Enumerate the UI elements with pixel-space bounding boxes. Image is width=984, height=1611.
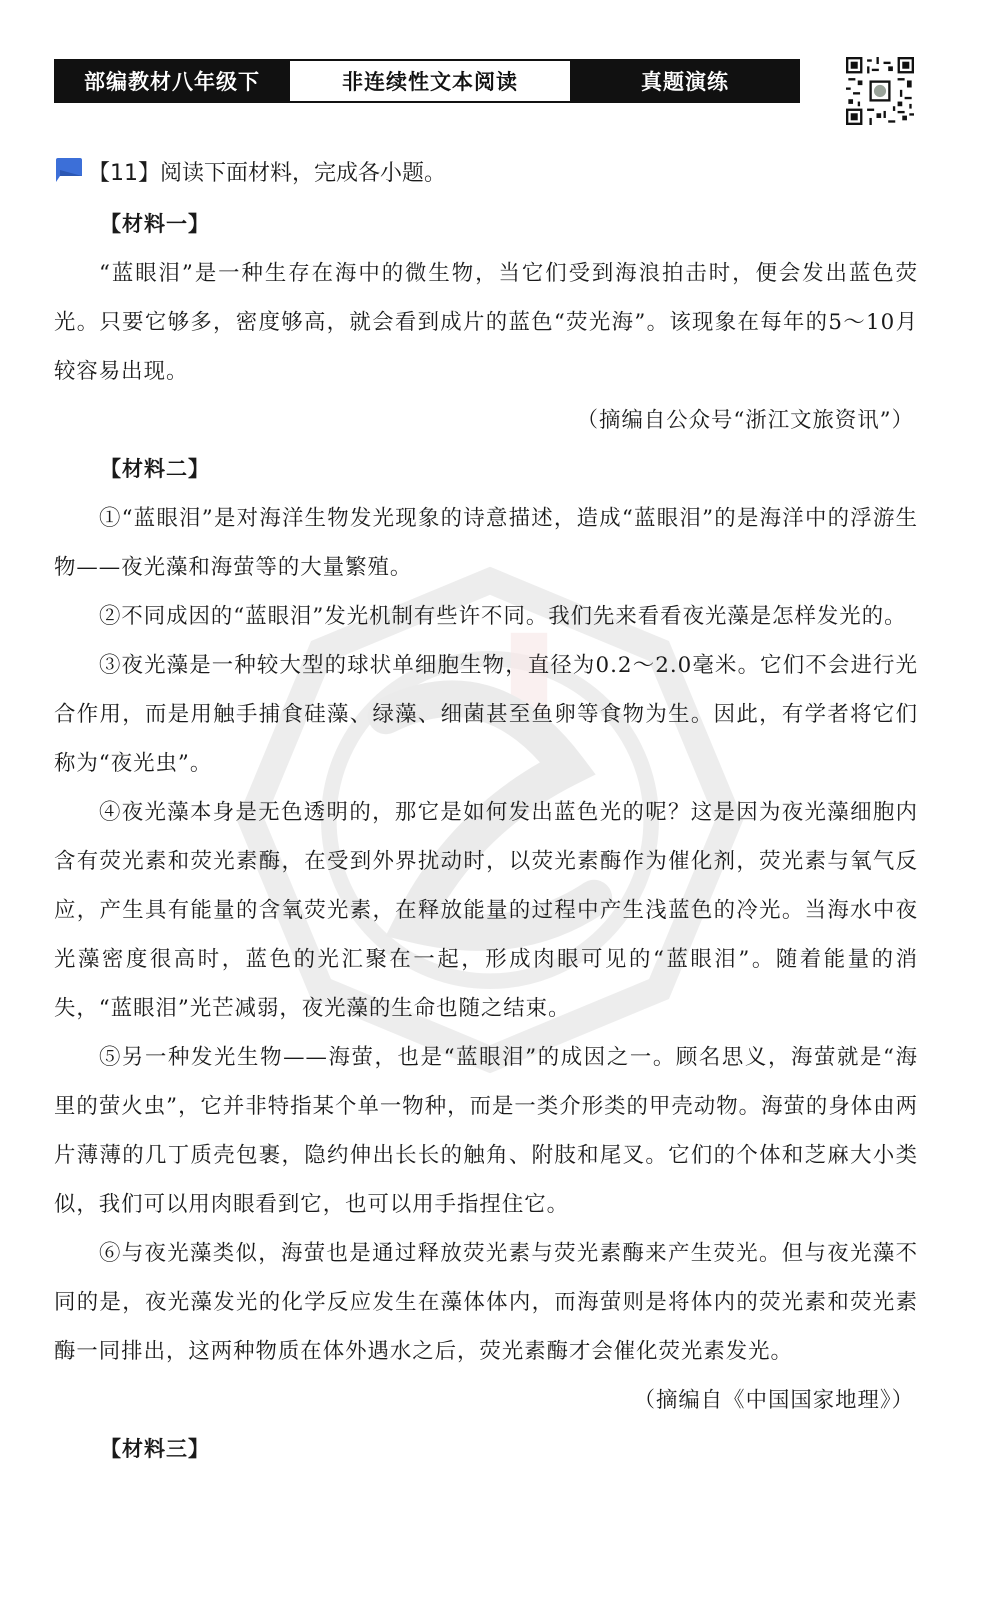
header-bar xyxy=(54,59,800,103)
material-2-paragraph: ②不同成因的“蓝眼泪”发光机制有些许不同。我们先来看看夜光藻是怎样发光的。 xyxy=(98,604,907,629)
material-2-paragraph: ⑥与夜光藻类似，海萤也是通过释放荧光素与荧光素酶来产生荧光。但与夜光藻不同的是，夜光藻发光的化学反应发生在藻体体内，而海萤则是将体内的荧光素和荧光素酶一同排出，这两种物质在体外遇水之后，荧光素酶才会催化荧光素发光。 xyxy=(54,1241,918,1364)
material-2-heading: 【材料二】 xyxy=(100,457,210,481)
material-1-heading: 【材料一】 xyxy=(100,212,210,236)
reading-content xyxy=(54,200,918,1474)
material-2-paragraph: ④夜光藻本身是无色透明的，那它是如何发出蓝色光的呢？这是因为夜光藻细胞内含有荧光素和荧光素酶，在受到外界扰动时，以荧光素酶作为催化剂，荧光素与氧气反应，产生具有能量的含氧荧光素，在释放能量的过程中产生浅蓝色的冷光。当海水中夜光藻密度很高时，蓝色的光汇聚在一起，形成肉眼可见的“蓝眼泪”。随着能量的消失，“蓝眼泪”光芒减弱，夜光藻的生命也随之结束。 xyxy=(54,800,918,1021)
material-2-paragraph: ①“蓝眼泪”是对海洋生物发光现象的诗意描述，造成“蓝眼泪”的是海洋中的浮游生物——夜光藻和海萤等的大量繁殖。 xyxy=(54,506,918,580)
header-grade: 部编教材八年级下 xyxy=(56,61,288,101)
question-title: 【11】阅读下面材料，完成各小题。 xyxy=(88,160,446,186)
header-section: 真题演练 xyxy=(572,61,798,101)
bookmark-icon xyxy=(54,156,84,186)
question-header xyxy=(54,150,446,192)
material-3-heading: 【材料三】 xyxy=(100,1437,210,1461)
material-2-paragraph: ③夜光藻是一种较大型的球状单细胞生物，直径为0.2～2.0毫米。它们不会进行光合作用，而是用触手捕食硅藻、绿藻、细菌甚至鱼卵等食物为生。因此，有学者将它们称为“夜光虫”。 xyxy=(54,653,918,776)
material-1-source: （摘编自公众号“浙江文旅资讯”） xyxy=(576,408,914,433)
material-1-paragraph: “蓝眼泪”是一种生存在海中的微生物，当它们受到海浪拍击时，便会发出蓝色荧光。只要它够多，密度够高，就会看到成片的蓝色“荧光海”。该现象在每年的5～10月较容易出现。 xyxy=(54,261,918,384)
header-topic: 非连续性文本阅读 xyxy=(288,61,572,101)
material-2-paragraph: ⑤另一种发光生物——海萤，也是“蓝眼泪”的成因之一。顾名思义，海萤就是“海里的萤火虫”，它并非特指某个单一物种，而是一类介形类的甲壳动物。海萤的身体由两片薄薄的几丁质壳包裹，隐约伸出长长的触角、附肢和尾叉。它们的个体和芝麻大小类似，我们可以用肉眼看到它，也可以用手指捏住它。 xyxy=(54,1045,918,1217)
qr-code-icon[interactable] xyxy=(846,57,914,125)
material-2-source: （摘编自《中国国家地理》） xyxy=(633,1388,914,1413)
